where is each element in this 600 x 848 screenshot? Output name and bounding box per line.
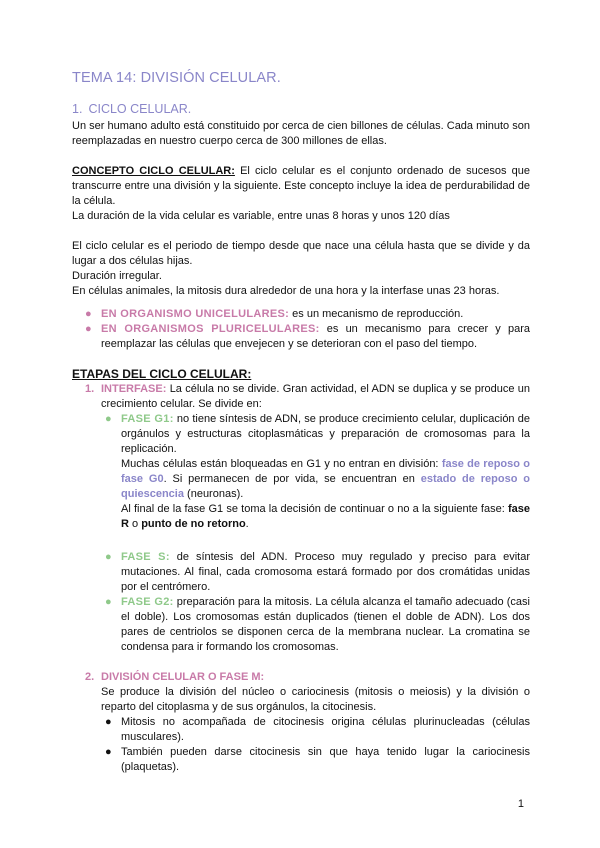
fases-list <box>101 412 530 655</box>
interfase-label: INTERFASE: <box>101 383 167 395</box>
periodo-paragraph: El ciclo celular es el periodo de tiempo desde que nace una célula hasta que se divide y da lugar a dos células hijas. <box>72 240 530 267</box>
section-heading-text: CICLO CELULAR. <box>88 102 192 116</box>
list-item-s <box>101 550 530 595</box>
list-item <box>72 322 530 352</box>
division-bullets <box>101 715 530 775</box>
g2-text: preparación para la mitosis. La célula alcanza el tamaño adecuado (casi el doble). Los cromosomas están duplicados (tienen el doble de ADN). Los dos pares de centriolos se disponen cerca de la membrana nuclear. La cromatina se condensa para ir formando los cromosomas. <box>121 596 530 653</box>
bullet-label: EN ORGANISMOS PLURICELULARES: <box>101 323 320 335</box>
bullet-icon: ● <box>105 716 112 728</box>
punto-no-retorno: punto de no retorno <box>141 518 246 530</box>
organismos-list <box>72 307 530 352</box>
g2-label: FASE G2: <box>121 596 174 608</box>
g1-bloqueadas: Muchas células están bloqueadas en G1 y no entran en división: <box>121 458 442 470</box>
list-item-g2 <box>101 595 530 655</box>
bullet-icon: ● <box>85 308 92 320</box>
bullet-text: Mitosis no acompañada de citocinesis origina células plurinucleadas (células musculares). <box>121 716 530 743</box>
etapas-heading: ETAPAS DEL CICLO CELULAR: <box>72 367 252 381</box>
section-number: 1. <box>72 102 83 116</box>
section-heading-ciclo-celular <box>72 102 530 117</box>
list-item <box>101 745 530 775</box>
g1-text: no tiene síntesis de ADN, se produce crecimiento celular, duplicación de orgánulos y estructuras citoplasmáticas y preparación de cromosomas para la replicación. <box>121 413 530 455</box>
list-number: 2. <box>85 671 95 683</box>
list-item <box>101 715 530 745</box>
list-number: 1. <box>85 383 95 395</box>
concepto-label: CONCEPTO CICLO CELULAR: <box>72 165 235 177</box>
bullet-icon: ● <box>105 596 112 608</box>
page-content <box>72 102 530 775</box>
page-number: 1 <box>517 798 524 810</box>
g1-permanecen: . Si permanecen de por vida, se encuentran en <box>163 473 421 485</box>
bullet-text: es un mecanismo de reproducción. <box>289 308 464 320</box>
bullet-icon: ● <box>105 551 112 563</box>
g1-label: FASE G1: <box>121 413 174 425</box>
bullet-text: es un mecanismo para crecer y para reemplazar las células que envejecen y se deterioran con el paso del tiempo. <box>101 323 530 350</box>
interfase-paragraph <box>101 382 530 412</box>
division-text: Se produce la división del núcleo o cariocinesis (mitosis o meiosis) y la división o reparto del citoplasma y de sus orgánulos, la citocinesis. <box>101 686 530 713</box>
division-item <box>72 670 530 775</box>
irregular-paragraph: Duración irregular. <box>72 270 162 282</box>
s-label: FASE S: <box>121 551 170 563</box>
concepto-text: El ciclo celular es el conjunto ordenado de sucesos que transcurre entre una división y la siguiente. Este concepto incluye la idea de perdurabilidad de la célula. <box>72 165 531 207</box>
bullet-icon: ● <box>105 746 112 758</box>
g1-final: Al final de la fase G1 se toma la decisión de continuar o no a la siguiente fase: <box>121 503 508 515</box>
page-title: TEMA 14: DIVISIÓN CELULAR. <box>72 70 281 86</box>
concepto-paragraph <box>72 164 530 209</box>
bullet-icon: ● <box>105 413 112 425</box>
interfase-text: La célula no se divide. Gran actividad, el ADN se duplica y se produce un crecimiento celular. Se divide en: <box>101 383 530 410</box>
intro-paragraph: Un ser humano adulto está constituido por cerca de cien billones de células. Cada minuto son reemplazadas en nuestro cuerpo cerca de 300 millones de ellas. <box>72 120 530 147</box>
interfase-item <box>72 382 530 655</box>
g0-label: fase de reposo o fase G0 <box>121 458 530 485</box>
g1-o: o <box>128 518 142 530</box>
animales-paragraph: En células animales, la mitosis dura alrededor de una hora y la interfase unas 23 horas. <box>72 285 500 297</box>
s-text: de síntesis del ADN. Proceso muy regulado y preciso para evitar mutaciones. Al final, cada cromosoma estará formado por dos cromátidas unidas por el centrómero. <box>121 551 530 593</box>
bullet-text: También pueden darse citocinesis sin que haya tenido lugar la cariocinesis (plaquetas). <box>121 746 530 773</box>
division-label: DIVISIÓN CELULAR O FASE M: <box>101 671 265 683</box>
bullet-icon: ● <box>85 323 92 335</box>
list-item-g1 <box>101 412 530 532</box>
g1-dot-end: . <box>245 518 249 530</box>
duracion-paragraph: La duración de la vida celular es variable, entre unas 8 horas y unos 120 días <box>72 210 450 222</box>
fase-r: fase R <box>121 503 530 530</box>
g1-neuronas: (neuronas). <box>183 488 244 500</box>
bullet-label: EN ORGANISMO UNICELULARES: <box>101 308 290 320</box>
list-item <box>72 307 530 322</box>
quiescencia-label: estado de reposo o quiescencia <box>121 473 531 500</box>
